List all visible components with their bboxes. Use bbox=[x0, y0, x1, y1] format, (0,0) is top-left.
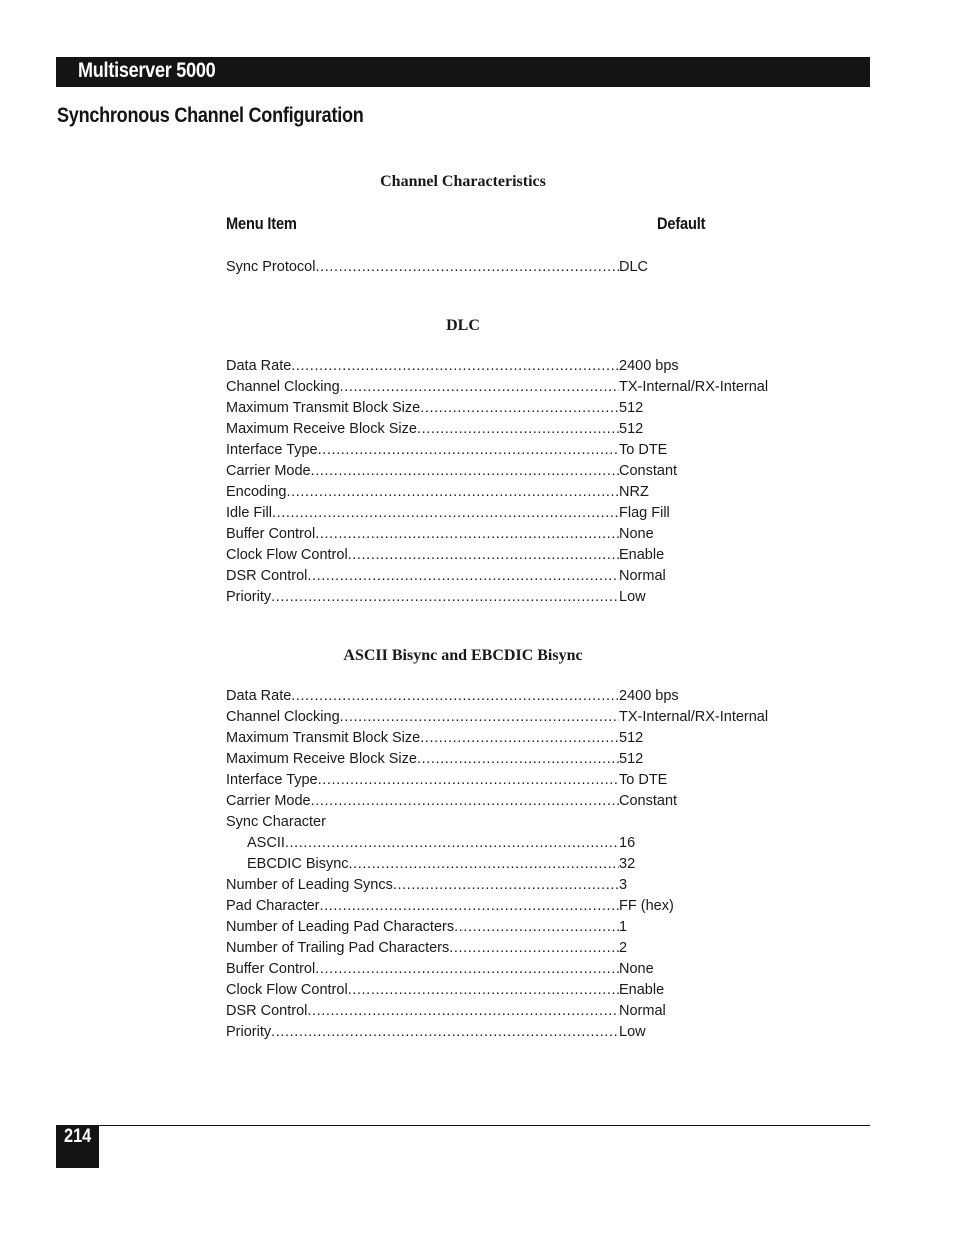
leader-dots bbox=[311, 791, 619, 812]
setting-row bbox=[226, 854, 768, 875]
setting-default-value: FF (hex) bbox=[619, 898, 674, 914]
leader-dots bbox=[340, 377, 619, 398]
leader-dots bbox=[420, 398, 619, 419]
leader-dots bbox=[348, 980, 619, 1001]
leader-dots bbox=[272, 503, 619, 524]
page-number: 214 bbox=[64, 1126, 92, 1147]
setting-label: Number of Leading Syncs bbox=[226, 877, 393, 893]
setting-row bbox=[226, 686, 768, 707]
setting-row bbox=[226, 959, 768, 980]
setting-row bbox=[226, 524, 768, 545]
leader-dots bbox=[454, 917, 619, 938]
leader-dots bbox=[348, 545, 619, 566]
leader-dots bbox=[271, 587, 619, 608]
leader-dots bbox=[307, 1001, 619, 1022]
setting-default-value: 16 bbox=[619, 835, 636, 851]
running-header-bar bbox=[56, 57, 870, 87]
setting-label: Buffer Control bbox=[226, 961, 316, 977]
section-title: Synchronous Channel Configuration bbox=[57, 104, 364, 127]
setting-label: Interface Type bbox=[226, 442, 318, 458]
setting-label: DSR Control bbox=[226, 1003, 308, 1019]
setting-default-value: 2400 bps bbox=[619, 688, 679, 704]
setting-row bbox=[226, 1022, 768, 1043]
setting-default-value: None bbox=[619, 526, 654, 542]
setting-row bbox=[226, 770, 768, 791]
setting-row bbox=[226, 566, 768, 587]
bisync-settings-list bbox=[226, 686, 768, 1043]
setting-label: Idle Fill bbox=[226, 505, 272, 521]
setting-label: Data Rate bbox=[226, 688, 292, 704]
setting-label: Number of Leading Pad Characters bbox=[226, 919, 455, 935]
setting-row bbox=[226, 1001, 768, 1022]
setting-label: Channel Clocking bbox=[226, 379, 340, 395]
setting-label: Sync Character bbox=[226, 814, 326, 830]
setting-default-value: 32 bbox=[619, 856, 636, 872]
setting-row bbox=[226, 728, 768, 749]
setting-default-value: 512 bbox=[619, 421, 644, 437]
setting-row bbox=[226, 440, 768, 461]
leader-dots bbox=[315, 959, 619, 980]
leader-dots bbox=[315, 524, 619, 545]
setting-row bbox=[226, 356, 768, 377]
setting-default-value: 512 bbox=[619, 730, 644, 746]
setting-row bbox=[226, 257, 648, 278]
setting-row bbox=[226, 503, 768, 524]
setting-row bbox=[226, 377, 768, 398]
setting-row bbox=[226, 980, 768, 1001]
setting-label: Clock Flow Control bbox=[226, 547, 348, 563]
leader-dots bbox=[318, 440, 619, 461]
setting-row bbox=[226, 917, 768, 938]
setting-label: Buffer Control bbox=[226, 526, 316, 542]
leader-dots bbox=[417, 419, 619, 440]
setting-row bbox=[226, 461, 768, 482]
setting-label: EBCDIC Bisync bbox=[247, 856, 349, 872]
setting-default-value: DLC bbox=[619, 259, 649, 275]
setting-default-value: 3 bbox=[619, 877, 628, 893]
setting-label: Clock Flow Control bbox=[226, 982, 348, 998]
leader-dots bbox=[449, 938, 619, 959]
setting-default-value: TX-Internal/RX-Internal bbox=[619, 709, 769, 725]
leader-dots bbox=[286, 482, 619, 503]
leader-dots bbox=[320, 896, 620, 917]
column-header-default: Default bbox=[657, 214, 706, 233]
leader-dots bbox=[311, 461, 619, 482]
setting-default-value: 2400 bps bbox=[619, 358, 679, 374]
setting-default-value: Flag Fill bbox=[619, 505, 670, 521]
setting-label: Priority bbox=[226, 589, 272, 605]
setting-label: ASCII bbox=[247, 835, 285, 851]
running-header-title: Multiserver 5000 bbox=[78, 59, 216, 82]
setting-row bbox=[226, 896, 768, 917]
setting-row bbox=[226, 482, 768, 503]
setting-row bbox=[226, 398, 768, 419]
setting-label: Encoding bbox=[226, 484, 287, 500]
setting-label: Maximum Receive Block Size bbox=[226, 751, 417, 767]
leader-dots bbox=[420, 728, 619, 749]
setting-default-value: NRZ bbox=[619, 484, 649, 500]
setting-row bbox=[226, 875, 768, 896]
setting-row bbox=[226, 545, 768, 566]
setting-label: Maximum Transmit Block Size bbox=[226, 730, 421, 746]
leader-dots bbox=[393, 875, 619, 896]
setting-row bbox=[226, 419, 768, 440]
setting-row bbox=[226, 587, 768, 608]
leader-dots bbox=[291, 686, 619, 707]
setting-default-value: To DTE bbox=[619, 772, 668, 788]
setting-row bbox=[226, 833, 768, 854]
setting-label: Number of Trailing Pad Characters bbox=[226, 940, 450, 956]
setting-label: DSR Control bbox=[226, 568, 308, 584]
setting-label: Priority bbox=[226, 1024, 272, 1040]
setting-label: Maximum Receive Block Size bbox=[226, 421, 417, 437]
page-number-box bbox=[56, 1125, 99, 1168]
setting-row bbox=[226, 707, 768, 728]
group-heading-channel-characteristics: Channel Characteristics bbox=[380, 173, 546, 190]
setting-label: Interface Type bbox=[226, 772, 318, 788]
channel-characteristics-list bbox=[226, 257, 648, 278]
setting-row bbox=[226, 791, 768, 812]
dlc-settings-list bbox=[226, 356, 768, 608]
leader-dots bbox=[417, 749, 619, 770]
setting-default-value: To DTE bbox=[619, 442, 668, 458]
setting-default-value: Normal bbox=[619, 1003, 666, 1019]
leader-dots bbox=[291, 356, 619, 377]
setting-default-value: 512 bbox=[619, 751, 644, 767]
leader-dots bbox=[271, 1022, 619, 1043]
footer-rule bbox=[99, 1125, 870, 1126]
setting-label: Maximum Transmit Block Size bbox=[226, 400, 421, 416]
setting-label: Pad Character bbox=[226, 898, 320, 914]
setting-default-value: 1 bbox=[619, 919, 628, 935]
leader-dots bbox=[285, 833, 619, 854]
setting-default-value: Normal bbox=[619, 568, 666, 584]
setting-row bbox=[226, 749, 768, 770]
leader-dots bbox=[340, 707, 619, 728]
setting-label: Sync Protocol bbox=[226, 259, 316, 275]
setting-label: Channel Clocking bbox=[226, 709, 340, 725]
group-heading-dlc: DLC bbox=[446, 317, 480, 334]
setting-default-value: Constant bbox=[619, 793, 678, 809]
leader-dots bbox=[349, 854, 619, 875]
setting-row bbox=[226, 812, 768, 833]
setting-default-value: None bbox=[619, 961, 654, 977]
setting-default-value: Constant bbox=[619, 463, 678, 479]
setting-default-value: Enable bbox=[619, 982, 665, 998]
setting-default-value: 2 bbox=[619, 940, 628, 956]
setting-row bbox=[226, 938, 768, 959]
setting-default-value: TX-Internal/RX-Internal bbox=[619, 379, 769, 395]
setting-label: Carrier Mode bbox=[226, 463, 311, 479]
column-header-menu-item: Menu Item bbox=[226, 214, 297, 233]
setting-default-value: Enable bbox=[619, 547, 665, 563]
setting-default-value: Low bbox=[619, 1024, 646, 1040]
leader-dots bbox=[307, 566, 619, 587]
setting-label: Data Rate bbox=[226, 358, 292, 374]
leader-dots bbox=[318, 770, 619, 791]
setting-default-value: Low bbox=[619, 589, 646, 605]
setting-label: Carrier Mode bbox=[226, 793, 311, 809]
leader-dots bbox=[315, 257, 619, 278]
group-heading-bisync: ASCII Bisync and EBCDIC Bisync bbox=[343, 647, 583, 664]
setting-default-value: 512 bbox=[619, 400, 644, 416]
